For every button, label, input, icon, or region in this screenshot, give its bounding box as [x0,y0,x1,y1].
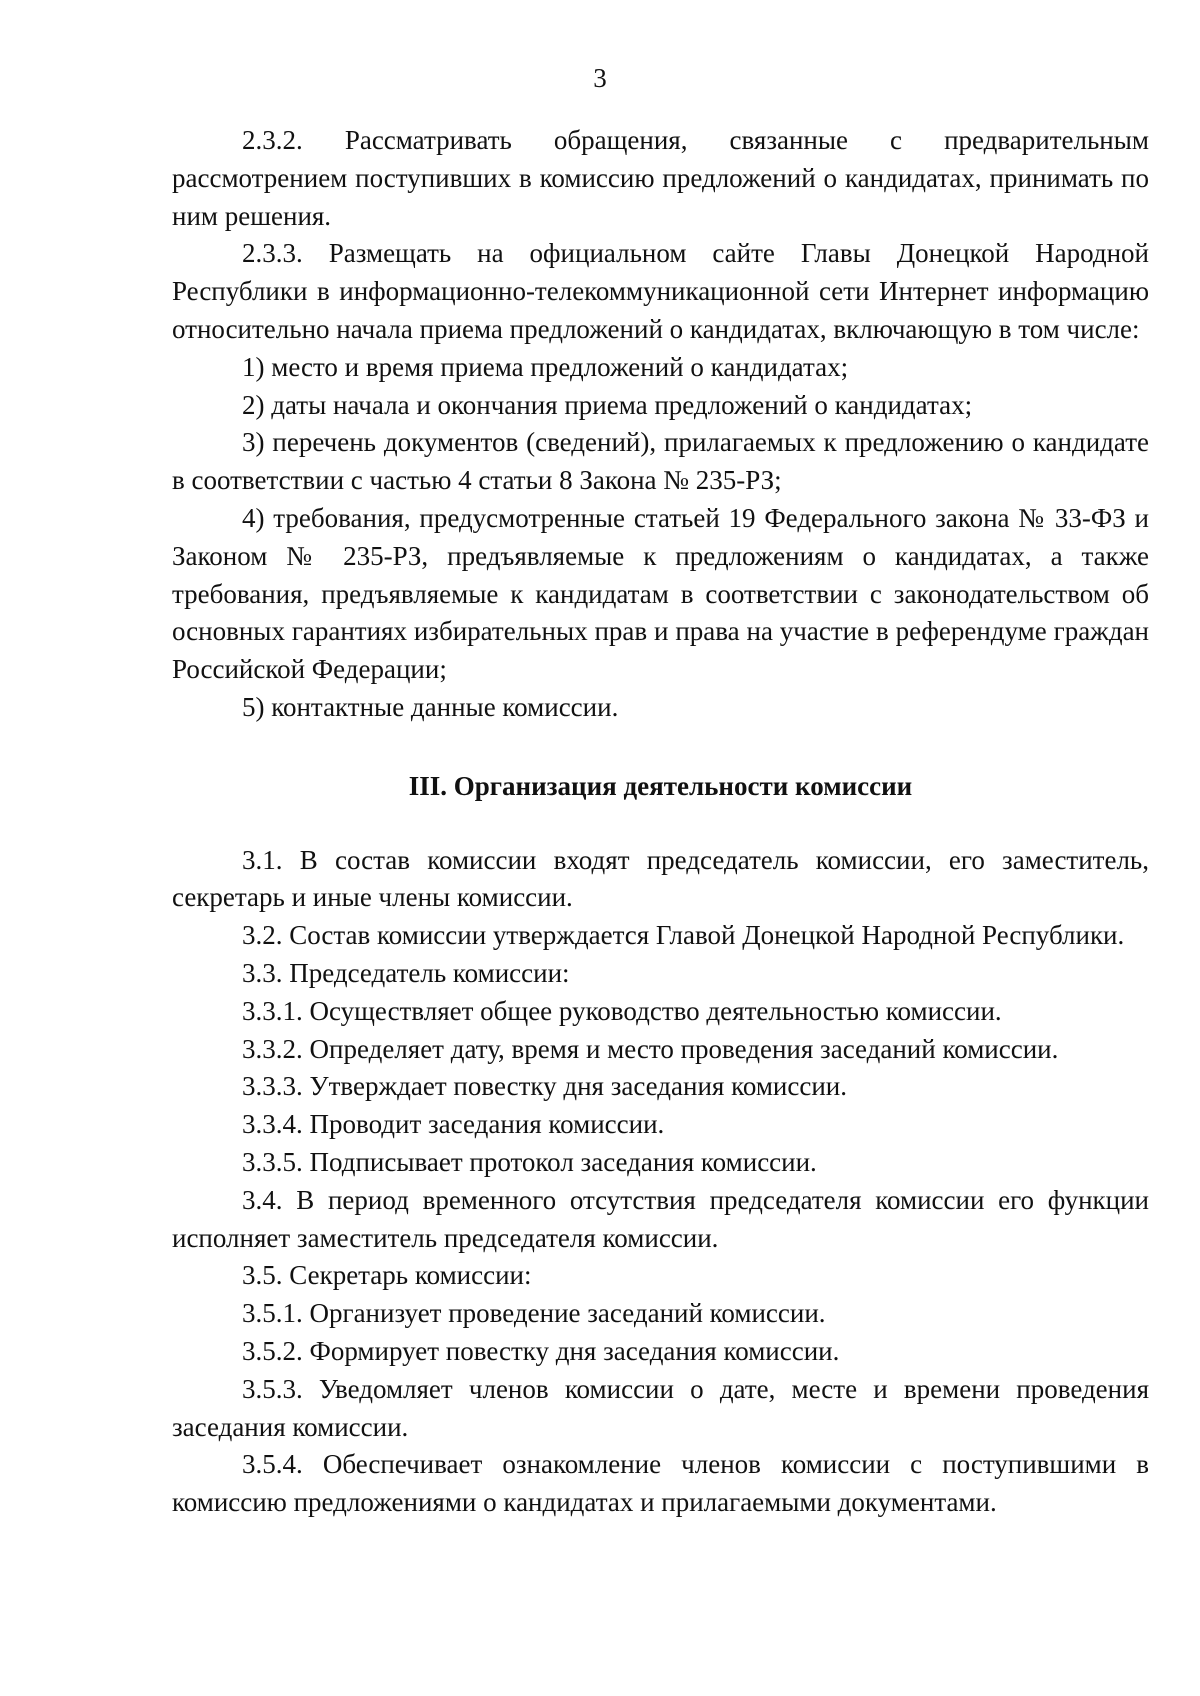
page-number: 3 [593,63,607,93]
list-item-5: 5) контактные данные комиссии. [242,691,619,722]
list-item-4: 4) требования, предусмотренные статьей 19 Федерального закона № 33-ФЗ и Законом № 235-РЗ, предъявляемые к предложениям о кандидатах, а также требования, предъявляемые к кандидатам в соответствии с законодательством об основных гарантиях избирательных прав и права на участие в референдуме граждан Российской Федерации; [172,502,1149,685]
paragraph-3-3-4: 3.3.4. Проводит заседания комиссии. [242,1109,665,1140]
paragraph-3-1: 3.1. В состав комиссии входят председатель комиссии, его заместитель, секретарь и иные члены комиссии. [172,844,1149,913]
document-body [172,122,1149,1522]
paragraph-3-5-2: 3.5.2. Формирует повестку дня заседания комиссии. [242,1335,840,1366]
paragraph-3-3: 3.3. Председатель комиссии: [242,957,570,988]
paragraph-3-5-4: 3.5.4. Обеспечивает ознакомление членов комиссии с поступившими в комиссию предложениями о кандидатах и прилагаемыми документами. [172,1449,1149,1518]
paragraph-3-3-5: 3.3.5. Подписывает протокол заседания комиссии. [242,1146,817,1177]
paragraph-2-3-3: 2.3.3. Размещать на официальном сайте Главы Донецкой Народной Республики в информационно-телекоммуникационной сети Интернет информацию относительно начала приема предложений о кандидатах, включающую в том числе: [172,238,1149,344]
paragraph-3-5-3: 3.5.3. Уведомляет членов комиссии о дате, месте и времени проведения заседания комиссии. [172,1373,1149,1442]
section-heading: III. Организация деятельности комиссии [408,770,913,801]
paragraph-3-3-1: 3.3.1. Осуществляет общее руководство деятельностью комиссии. [242,995,1002,1026]
paragraph-3-5: 3.5. Секретарь комиссии: [242,1260,532,1291]
list-item-3: 3) перечень документов (сведений), прилагаемых к предложению о кандидате в соответствии с частью 4 статьи 8 Закона № 235-РЗ; [172,427,1149,496]
list-item-1: 1) место и время приема предложений о кандидатах; [242,351,849,382]
paragraph-3-4: 3.4. В период временного отсутствия председателя комиссии его функции исполняет заместитель председателя комиссии. [172,1184,1149,1253]
list-item-2: 2) даты начала и окончания приема предложений о кандидатах; [242,389,973,420]
paragraph-3-2: 3.2. Состав комиссии утверждается Главой Донецкой Народной Республики. [242,920,1125,951]
paragraph-3-5-1: 3.5.1. Организует проведение заседаний комиссии. [242,1298,826,1329]
paragraph-3-3-2: 3.3.2. Определяет дату, время и место проведения заседаний комиссии. [242,1033,1059,1064]
paragraph-3-3-3: 3.3.3. Утверждает повестку дня заседания комиссии. [242,1071,847,1102]
paragraph-2-3-2: 2.3.2. Рассматривать обращения, связанные с предварительным рассмотрением поступивших в комиссию предложений о кандидатах, принимать по ним решения. [172,125,1149,231]
